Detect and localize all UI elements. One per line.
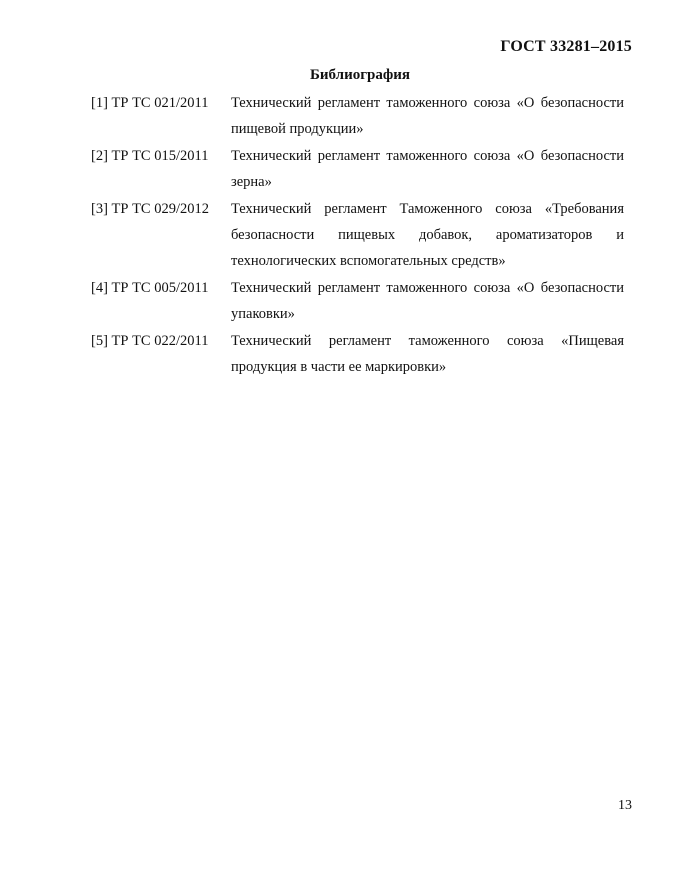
- bibliography-text: Технический регламент таможенного союза «О безопасности упаковки»: [231, 280, 624, 322]
- bibliography-ref: [1] ТР ТС 021/2011: [91, 95, 209, 111]
- page-number: 13: [618, 798, 632, 813]
- bibliography-entry: [91, 143, 624, 195]
- bibliography-title: Библиография: [309, 67, 411, 83]
- bibliography-ref: [2] ТР ТС 015/2011: [91, 148, 209, 164]
- bibliography-ref: [4] ТР ТС 005/2011: [91, 280, 209, 296]
- bibliography-entry: [91, 328, 624, 380]
- bibliography-text: Технический регламент Таможенного союза «Требования безопасности пищевых добавок, ароматизаторов и технологических вспомогательных средств»: [231, 201, 624, 269]
- document-code: ГОСТ 33281–2015: [500, 38, 632, 55]
- bibliography-entry: [91, 275, 624, 327]
- bibliography-ref: [3] ТР ТС 029/2012: [91, 201, 210, 217]
- bibliography-entry: [91, 196, 624, 274]
- bibliography-text: Технический регламент таможенного союза «О безопасности зерна»: [231, 148, 624, 190]
- bibliography-list: [91, 90, 624, 381]
- bibliography-ref: [5] ТР ТС 022/2011: [91, 333, 209, 349]
- bibliography-entry: [91, 90, 624, 142]
- bibliography-text: Технический регламент таможенного союза «Пищевая продукция в части ее маркировки»: [231, 333, 624, 375]
- bibliography-text: Технический регламент таможенного союза «О безопасности пищевой продукции»: [231, 95, 624, 137]
